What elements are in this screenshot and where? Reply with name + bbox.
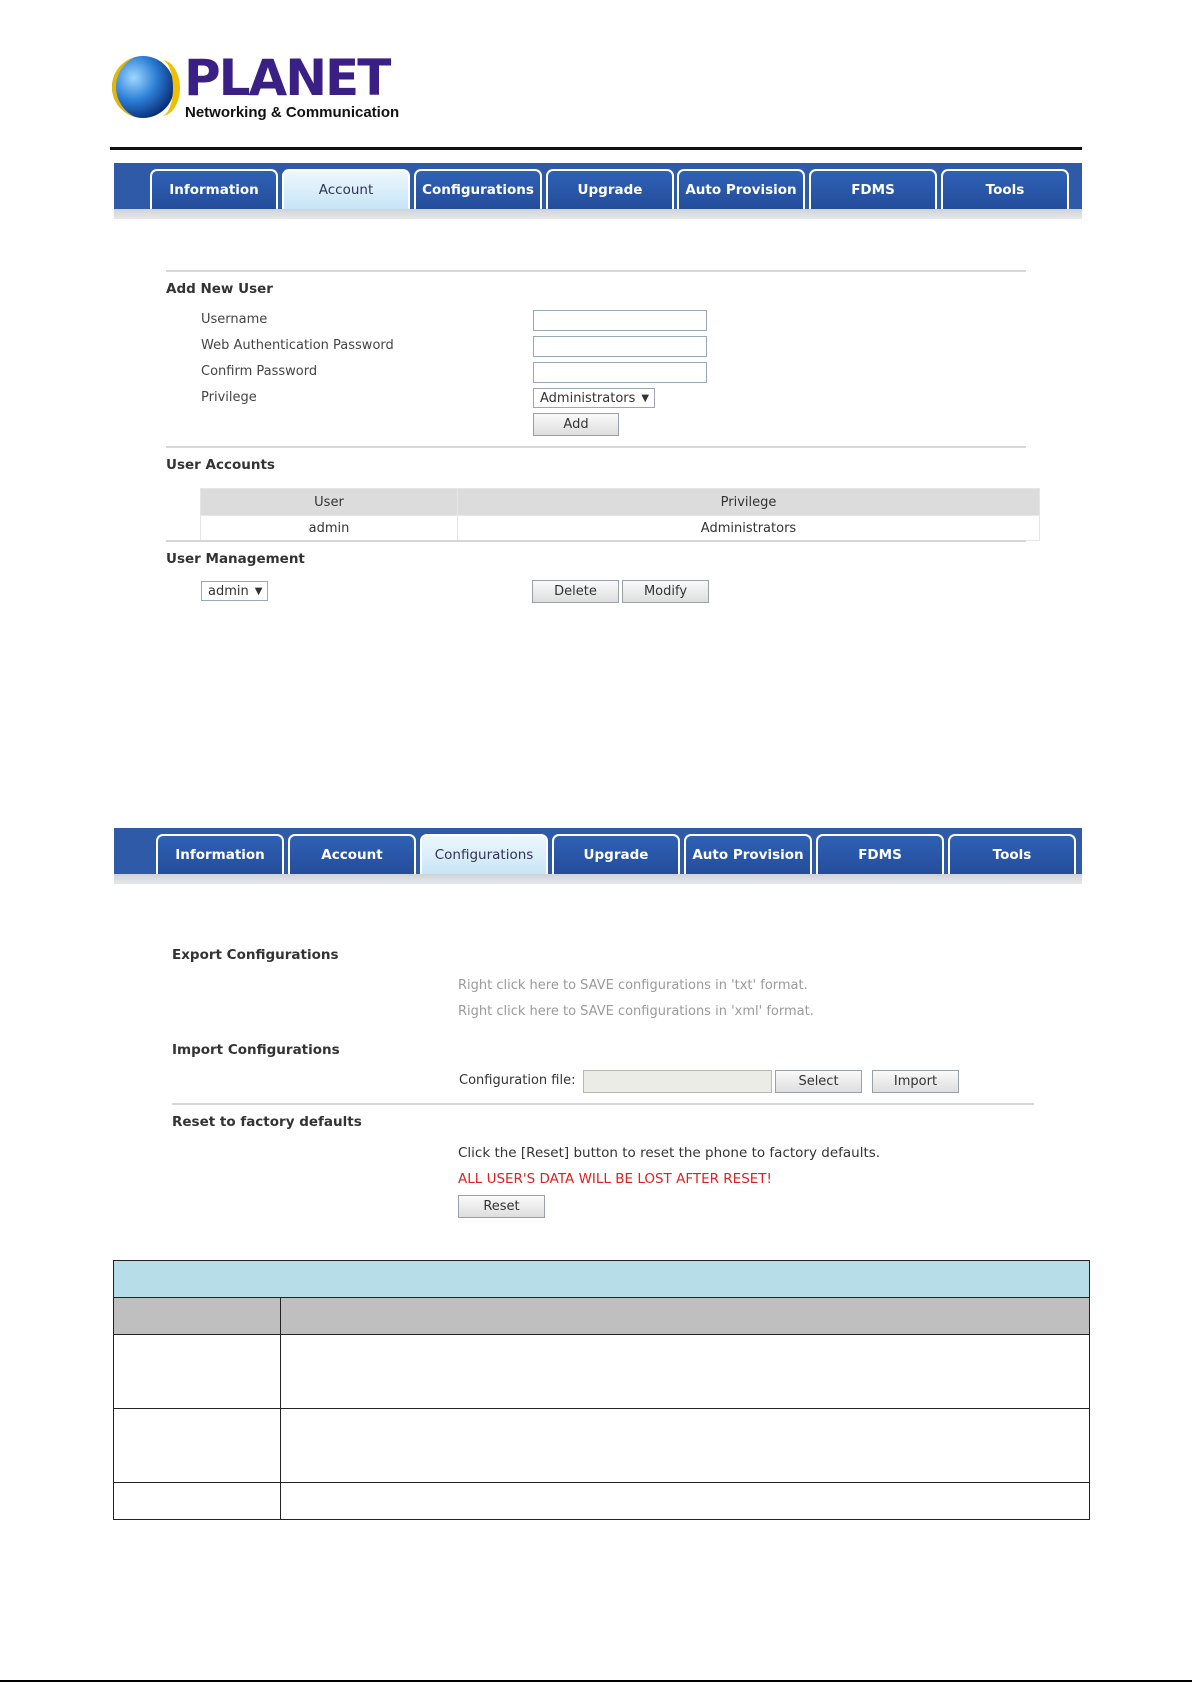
add-new-user-title: Add New User	[166, 281, 273, 297]
table-row	[114, 1483, 1090, 1520]
table-row	[201, 516, 1040, 541]
modify-button[interactable]: Modify	[622, 580, 709, 603]
reset-button[interactable]: Reset	[458, 1195, 545, 1218]
table-header-cell	[281, 1298, 1090, 1335]
tab-configurations[interactable]: Configurations	[420, 834, 548, 874]
config-file-input[interactable]	[583, 1070, 772, 1093]
tab-fdms[interactable]: FDMS	[809, 169, 937, 209]
reset-instructions: Click the [Reset] button to reset the phone to factory defaults.	[458, 1145, 881, 1161]
import-configurations-title: Import Configurations	[172, 1042, 340, 1058]
header-divider	[110, 147, 1082, 150]
privilege-select[interactable]	[533, 388, 655, 408]
tab-account[interactable]: Account	[288, 834, 416, 874]
privilege-select-value: Administrators	[540, 390, 636, 406]
web-password-input[interactable]	[533, 336, 707, 357]
user-select-value: admin	[208, 583, 249, 599]
confirm-password-input[interactable]	[533, 362, 707, 383]
tab-auto-provision[interactable]: Auto Provision	[677, 169, 805, 209]
table-row	[114, 1335, 1090, 1409]
table-title-cell	[114, 1261, 1090, 1298]
caret-down-icon: ▼	[254, 585, 263, 597]
user-accounts-table	[200, 488, 1040, 541]
username-label: Username	[201, 312, 268, 327]
table-cell	[114, 1483, 281, 1520]
cell-privilege: Administrators	[458, 516, 1040, 541]
caret-down-icon: ▼	[641, 392, 650, 404]
user-select[interactable]	[201, 581, 268, 601]
reset-warning: ALL USER'S DATA WILL BE LOST AFTER RESET!	[458, 1171, 772, 1187]
section-divider	[166, 540, 1026, 542]
tab-account[interactable]: Account	[282, 169, 410, 209]
table-cell	[281, 1483, 1090, 1520]
table-cell	[114, 1335, 281, 1409]
tab-bar-account	[114, 163, 1082, 209]
export-txt-link[interactable]: Right click here to SAVE configurations in 'txt' format.	[458, 978, 808, 993]
tab-tools[interactable]: Tools	[948, 834, 1076, 874]
config-file-label: Configuration file:	[459, 1073, 576, 1088]
user-management-title: User Management	[166, 551, 305, 567]
confirm-password-label: Confirm Password	[201, 364, 318, 379]
section-divider	[166, 270, 1026, 272]
parameter-table	[113, 1260, 1090, 1520]
web-password-label: Web Authentication Password	[201, 338, 394, 353]
table-cell	[281, 1335, 1090, 1409]
tab-information[interactable]: Information	[156, 834, 284, 874]
import-button[interactable]: Import	[872, 1070, 959, 1093]
add-user-button[interactable]: Add	[533, 413, 619, 436]
export-configurations-title: Export Configurations	[172, 947, 339, 963]
planet-logo	[112, 49, 400, 124]
reset-defaults-title: Reset to factory defaults	[172, 1114, 362, 1130]
globe-logo-icon	[112, 56, 174, 118]
privilege-label: Privilege	[201, 390, 257, 405]
section-divider	[166, 446, 1026, 448]
brand-tagline: Networking & Communication	[185, 104, 400, 121]
tab-bar-configurations	[114, 828, 1082, 874]
table-header-cell	[114, 1298, 281, 1335]
user-accounts-title: User Accounts	[166, 457, 275, 473]
table-cell	[114, 1409, 281, 1483]
column-header-user: User	[201, 489, 458, 516]
brand-name: PLANET	[184, 49, 390, 107]
tab-auto-provision[interactable]: Auto Provision	[684, 834, 812, 874]
tab-tools[interactable]: Tools	[941, 169, 1069, 209]
table-header-row	[114, 1298, 1090, 1335]
table-row	[114, 1409, 1090, 1483]
tab-upgrade[interactable]: Upgrade	[546, 169, 674, 209]
cell-user: admin	[201, 516, 458, 541]
section-divider	[172, 1103, 1034, 1105]
footer-divider	[0, 1680, 1192, 1682]
tab-upgrade[interactable]: Upgrade	[552, 834, 680, 874]
delete-button[interactable]: Delete	[532, 580, 619, 603]
select-button[interactable]: Select	[775, 1070, 862, 1093]
tab-information[interactable]: Information	[150, 169, 278, 209]
table-cell	[281, 1409, 1090, 1483]
column-header-privilege: Privilege	[458, 489, 1040, 516]
export-xml-link[interactable]: Right click here to SAVE configurations in 'xml' format.	[458, 1004, 814, 1019]
tab-fdms[interactable]: FDMS	[816, 834, 944, 874]
tab-configurations[interactable]: Configurations	[414, 169, 542, 209]
username-input[interactable]	[533, 310, 707, 331]
